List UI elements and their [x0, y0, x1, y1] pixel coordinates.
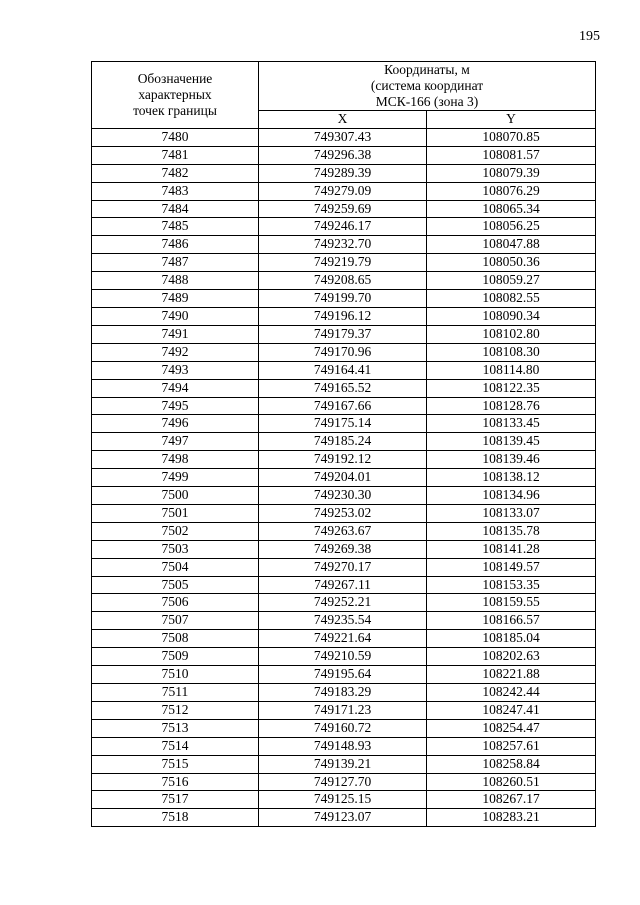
header-point-designation	[92, 62, 259, 129]
header-point-line-3: точек границы	[133, 102, 217, 118]
x-coordinate-cell: 749123.07	[259, 809, 427, 827]
point-id-cell: 7505	[92, 576, 259, 594]
y-coordinate-cell: 108059.27	[427, 272, 596, 290]
x-coordinate-cell: 749219.79	[259, 254, 427, 272]
point-id-cell: 7510	[92, 666, 259, 684]
x-coordinate-cell: 749232.70	[259, 236, 427, 254]
table-row	[92, 719, 596, 737]
y-coordinate-cell: 108076.29	[427, 182, 596, 200]
x-coordinate-cell: 749252.21	[259, 594, 427, 612]
y-coordinate-cell: 108102.80	[427, 325, 596, 343]
point-id-cell: 7514	[92, 737, 259, 755]
point-id-cell: 7509	[92, 648, 259, 666]
y-coordinate-cell: 108133.45	[427, 415, 596, 433]
x-coordinate-cell: 749164.41	[259, 361, 427, 379]
y-coordinate-cell: 108139.45	[427, 433, 596, 451]
x-coordinate-cell: 749259.69	[259, 200, 427, 218]
point-id-cell: 7518	[92, 809, 259, 827]
x-coordinate-cell: 749125.15	[259, 791, 427, 809]
y-coordinate-cell: 108122.35	[427, 379, 596, 397]
y-coordinate-cell: 108134.96	[427, 487, 596, 505]
point-id-cell: 7493	[92, 361, 259, 379]
point-id-cell: 7488	[92, 272, 259, 290]
y-coordinate-cell: 108166.57	[427, 612, 596, 630]
y-coordinate-cell: 108082.55	[427, 290, 596, 308]
table-row	[92, 504, 596, 522]
point-id-cell: 7484	[92, 200, 259, 218]
point-id-cell: 7490	[92, 307, 259, 325]
table-row	[92, 755, 596, 773]
x-coordinate-cell: 749253.02	[259, 504, 427, 522]
y-coordinate-cell: 108128.76	[427, 397, 596, 415]
point-id-cell: 7517	[92, 791, 259, 809]
page-number: 195	[579, 29, 600, 44]
y-coordinate-cell: 108138.12	[427, 469, 596, 487]
y-coordinate-cell: 108260.51	[427, 773, 596, 791]
x-coordinate-cell: 749139.21	[259, 755, 427, 773]
table-row	[92, 200, 596, 218]
x-coordinate-cell: 749267.11	[259, 576, 427, 594]
x-coordinate-cell: 749179.37	[259, 325, 427, 343]
point-id-cell: 7487	[92, 254, 259, 272]
point-id-cell: 7485	[92, 218, 259, 236]
x-coordinate-cell: 749230.30	[259, 487, 427, 505]
x-coordinate-cell: 749196.12	[259, 307, 427, 325]
x-coordinate-cell: 749263.67	[259, 522, 427, 540]
table-row	[92, 594, 596, 612]
table-row	[92, 128, 596, 146]
coordinates-table	[91, 61, 596, 827]
point-id-cell: 7481	[92, 146, 259, 164]
table-row	[92, 415, 596, 433]
x-coordinate-cell: 749175.14	[259, 415, 427, 433]
point-id-cell: 7500	[92, 487, 259, 505]
x-coordinate-cell: 749160.72	[259, 719, 427, 737]
x-coordinate-cell: 749235.54	[259, 612, 427, 630]
y-coordinate-cell: 108254.47	[427, 719, 596, 737]
table-row	[92, 576, 596, 594]
x-coordinate-cell: 749165.52	[259, 379, 427, 397]
x-coordinate-cell: 749183.29	[259, 684, 427, 702]
table-row	[92, 146, 596, 164]
header-point-line-2: характерных	[138, 86, 212, 102]
point-id-cell: 7498	[92, 451, 259, 469]
table-row	[92, 666, 596, 684]
point-id-cell: 7506	[92, 594, 259, 612]
table-row	[92, 522, 596, 540]
table-row	[92, 648, 596, 666]
y-coordinate-cell: 108056.25	[427, 218, 596, 236]
y-coordinate-cell: 108141.28	[427, 540, 596, 558]
table-body	[92, 128, 596, 826]
point-id-cell: 7516	[92, 773, 259, 791]
x-coordinate-cell: 749246.17	[259, 218, 427, 236]
point-id-cell: 7489	[92, 290, 259, 308]
point-id-cell: 7491	[92, 325, 259, 343]
table-row	[92, 701, 596, 719]
table-row	[92, 307, 596, 325]
y-coordinate-cell: 108090.34	[427, 307, 596, 325]
header-y: Y	[427, 111, 596, 129]
table-row	[92, 612, 596, 630]
table-row	[92, 433, 596, 451]
x-coordinate-cell: 749171.23	[259, 701, 427, 719]
point-id-cell: 7483	[92, 182, 259, 200]
header-coordinates	[259, 62, 596, 111]
y-coordinate-cell: 108159.55	[427, 594, 596, 612]
table-row	[92, 684, 596, 702]
y-coordinate-cell: 108108.30	[427, 343, 596, 361]
header-x: X	[259, 111, 427, 129]
table-row	[92, 487, 596, 505]
x-coordinate-cell: 749199.70	[259, 290, 427, 308]
y-coordinate-cell: 108149.57	[427, 558, 596, 576]
y-coordinate-cell: 108221.88	[427, 666, 596, 684]
table-row	[92, 361, 596, 379]
y-coordinate-cell: 108047.88	[427, 236, 596, 254]
point-id-cell: 7495	[92, 397, 259, 415]
y-coordinate-cell: 108070.85	[427, 128, 596, 146]
y-coordinate-cell: 108135.78	[427, 522, 596, 540]
x-coordinate-cell: 749204.01	[259, 469, 427, 487]
x-coordinate-cell: 749270.17	[259, 558, 427, 576]
table-row	[92, 397, 596, 415]
x-coordinate-cell: 749185.24	[259, 433, 427, 451]
point-id-cell: 7501	[92, 504, 259, 522]
header-coords-line-3: МСК-166 (зона 3)	[375, 94, 479, 109]
x-coordinate-cell: 749296.38	[259, 146, 427, 164]
point-id-cell: 7511	[92, 684, 259, 702]
table-row	[92, 379, 596, 397]
point-id-cell: 7508	[92, 630, 259, 648]
y-coordinate-cell: 108267.17	[427, 791, 596, 809]
y-coordinate-cell: 108114.80	[427, 361, 596, 379]
x-coordinate-cell: 749167.66	[259, 397, 427, 415]
point-id-cell: 7513	[92, 719, 259, 737]
x-coordinate-cell: 749127.70	[259, 773, 427, 791]
header-coords-line-1: Координаты, м	[384, 62, 470, 77]
table-row	[92, 290, 596, 308]
y-coordinate-cell: 108257.61	[427, 737, 596, 755]
table-row	[92, 630, 596, 648]
header-coords-line-2: (система координат	[370, 78, 484, 93]
y-coordinate-cell: 108242.44	[427, 684, 596, 702]
table-row	[92, 236, 596, 254]
table-row	[92, 737, 596, 755]
point-id-cell: 7480	[92, 128, 259, 146]
point-id-cell: 7507	[92, 612, 259, 630]
point-id-cell: 7494	[92, 379, 259, 397]
point-id-cell: 7499	[92, 469, 259, 487]
y-coordinate-cell: 108153.35	[427, 576, 596, 594]
x-coordinate-cell: 749279.09	[259, 182, 427, 200]
x-coordinate-cell: 749289.39	[259, 164, 427, 182]
x-coordinate-cell: 749208.65	[259, 272, 427, 290]
point-id-cell: 7486	[92, 236, 259, 254]
x-coordinate-cell: 749192.12	[259, 451, 427, 469]
y-coordinate-cell: 108258.84	[427, 755, 596, 773]
y-coordinate-cell: 108081.57	[427, 146, 596, 164]
y-coordinate-cell: 108139.46	[427, 451, 596, 469]
point-id-cell: 7482	[92, 164, 259, 182]
point-id-cell: 7503	[92, 540, 259, 558]
table-row	[92, 451, 596, 469]
table-row	[92, 773, 596, 791]
table-row	[92, 218, 596, 236]
x-coordinate-cell: 749307.43	[259, 128, 427, 146]
table-row	[92, 343, 596, 361]
y-coordinate-cell: 108065.34	[427, 200, 596, 218]
point-id-cell: 7512	[92, 701, 259, 719]
table-row	[92, 540, 596, 558]
point-id-cell: 7497	[92, 433, 259, 451]
table-row	[92, 164, 596, 182]
point-id-cell: 7502	[92, 522, 259, 540]
y-coordinate-cell: 108202.63	[427, 648, 596, 666]
y-coordinate-cell: 108050.36	[427, 254, 596, 272]
y-coordinate-cell: 108247.41	[427, 701, 596, 719]
point-id-cell: 7496	[92, 415, 259, 433]
x-coordinate-cell: 749148.93	[259, 737, 427, 755]
y-coordinate-cell: 108283.21	[427, 809, 596, 827]
y-coordinate-cell: 108079.39	[427, 164, 596, 182]
x-coordinate-cell: 749170.96	[259, 343, 427, 361]
table-row	[92, 182, 596, 200]
y-coordinate-cell: 108133.07	[427, 504, 596, 522]
y-coordinate-cell: 108185.04	[427, 630, 596, 648]
point-id-cell: 7504	[92, 558, 259, 576]
table-row	[92, 469, 596, 487]
point-id-cell: 7492	[92, 343, 259, 361]
x-coordinate-cell: 749195.64	[259, 666, 427, 684]
x-coordinate-cell: 749221.64	[259, 630, 427, 648]
table-row	[92, 254, 596, 272]
table-row	[92, 325, 596, 343]
table-row	[92, 809, 596, 827]
table-row	[92, 272, 596, 290]
table-row	[92, 791, 596, 809]
x-coordinate-cell: 749210.59	[259, 648, 427, 666]
point-id-cell: 7515	[92, 755, 259, 773]
header-point-line-1: Обозначение	[137, 70, 213, 86]
x-coordinate-cell: 749269.38	[259, 540, 427, 558]
table-row	[92, 558, 596, 576]
